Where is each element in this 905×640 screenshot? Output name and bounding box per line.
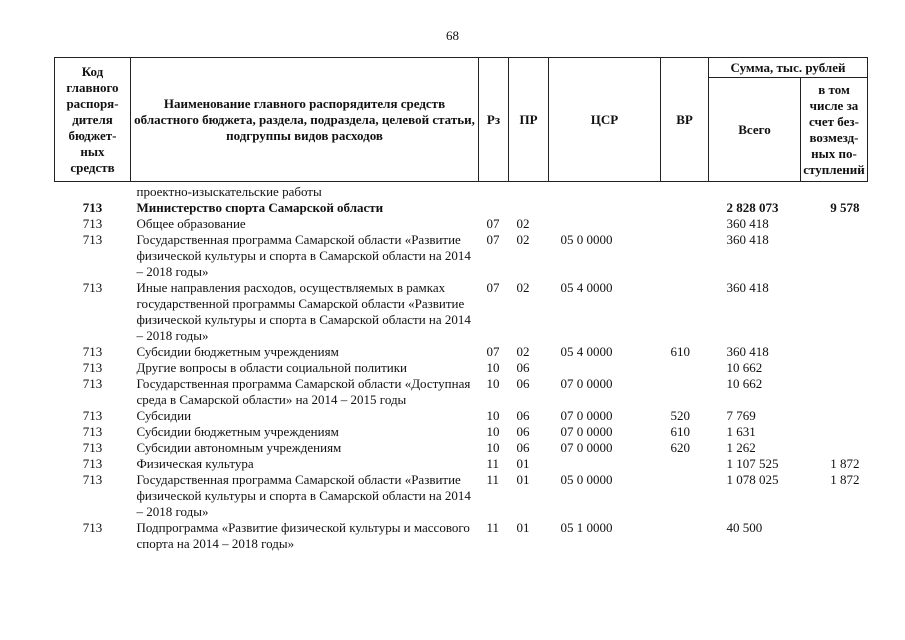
header-code: Код главного распоря-дителя бюджет-ных средств [55,58,131,182]
cell-pr: 02 [516,344,530,359]
cell-pr: 06 [516,408,530,423]
table-row [55,360,868,376]
cell-pr [509,200,549,216]
cell-pr: 02 [516,280,530,295]
cell-rz: 11 [486,472,500,487]
cell-vr [661,200,709,216]
table-row [55,182,868,201]
cell-pr: 06 [516,424,530,439]
cell-total: 40 500 [726,520,763,535]
cell-csr: 07 0 0000 [560,424,613,439]
cell-vr [661,472,709,520]
cell-name: Государственная программа Самарской области «Развитие физической культуры и спорта в Самарской области на 2014 – 2018 годы» [136,472,471,519]
cell-pr: 06 [516,376,530,391]
cell-total [709,182,801,201]
cell-vr [661,376,709,408]
cell-csr: 07 0 0000 [560,376,613,391]
header-vr: ВР [661,58,709,182]
cell-total: 1 107 525 [726,456,779,471]
cell-name: Государственная программа Самарской области «Доступная среда в Самарской области» на 2014 – 2015 годы [136,376,471,407]
cell-pr: 01 [516,520,530,535]
cell-free [801,216,868,232]
cell-free [801,344,868,360]
cell-free [801,232,868,280]
cell-total: 360 418 [726,216,769,231]
cell-csr: 05 4 0000 [560,280,613,295]
cell-free [801,182,868,201]
cell-code: 713 [82,216,103,231]
table-row [55,216,868,232]
cell-free: 1 872 [830,456,860,471]
cell-name: Субсидии [136,408,192,423]
cell-pr: 06 [516,360,530,375]
cell-vr: 610 [670,344,690,359]
cell-vr: 520 [670,408,690,423]
cell-total: 1 631 [726,424,756,439]
cell-name: Другие вопросы в области социальной политики [136,360,407,375]
cell-total: 10 662 [726,376,763,391]
table-row [55,408,868,424]
cell-free [801,424,868,440]
header-free: в том числе за счет без-возмезд-ных по-ступлений [801,78,868,182]
table-header [55,58,868,182]
cell-code: 713 [82,376,103,391]
cell-rz: 11 [486,456,500,471]
cell-rz: 10 [486,376,500,391]
cell-name: Подпрограмма «Развитие физической культуры и массового спорта на 2014 – 2018 годы» [136,520,470,551]
header-csr: ЦСР [549,58,661,182]
cell-name: Физическая культура [136,456,254,471]
cell-name: Субсидии автономным учреждениям [136,440,342,455]
cell-rz [479,182,509,201]
cell-pr: 06 [516,440,530,455]
table-row [55,440,868,456]
cell-vr [661,216,709,232]
header-pr: ПР [509,58,549,182]
cell-free [801,360,868,376]
cell-code: 713 [82,360,103,375]
cell-csr: 07 0 0000 [560,408,613,423]
table-body [55,182,868,553]
cell-csr [549,182,661,201]
cell-name: Иные направления расходов, осуществляемых в рамках государственной программы Самарской области «Развитие физической культуры и спорта в Самарской области на 2014 – 2018 годы» [136,280,471,343]
table-row [55,424,868,440]
cell-total: 2 828 073 [726,200,779,215]
cell-rz: 07 [486,344,500,359]
cell-total: 360 418 [726,280,769,295]
cell-vr: 610 [670,424,690,439]
cell-vr [661,182,709,201]
cell-total: 360 418 [726,344,769,359]
cell-pr: 01 [516,456,530,471]
cell-rz: 07 [486,232,500,247]
cell-vr: 620 [670,440,690,455]
cell-code: 713 [82,424,103,439]
table-row [55,376,868,408]
cell-pr [509,182,549,201]
table-row [55,232,868,280]
page-number: 68 [446,28,459,43]
cell-rz: 10 [486,360,500,375]
budget-table [54,57,868,552]
cell-name: Субсидии бюджетным учреждениям [136,424,339,439]
cell-code: 713 [82,520,103,535]
cell-csr: 07 0 0000 [560,440,613,455]
cell-code: 713 [82,408,103,423]
table-row [55,472,868,520]
cell-name: проектно-изыскательские работы [136,184,322,199]
cell-csr [549,200,661,216]
cell-code: 713 [82,472,103,487]
cell-total: 7 769 [726,408,756,423]
cell-csr: 05 0 0000 [560,472,613,487]
table-row [55,280,868,344]
table-row [55,456,868,472]
header-name: Наименование главного распорядителя средств областного бюджета, раздела, подраздела, целевой статьи, подгруппы видов расходов [131,58,479,182]
cell-vr [661,520,709,552]
cell-free [801,520,868,552]
cell-name: Государственная программа Самарской области «Развитие физической культуры и спорта в Самарской области на 2014 – 2018 годы» [136,232,471,279]
cell-code: 713 [82,344,103,359]
cell-code: 713 [82,232,103,247]
cell-rz: 07 [486,216,500,231]
cell-pr: 02 [516,232,530,247]
table-row [55,344,868,360]
cell-total: 360 418 [726,232,769,247]
cell-vr [661,360,709,376]
cell-rz: 11 [486,520,500,535]
header-sum: Сумма, тыс. рублей [709,58,868,78]
cell-vr [661,280,709,344]
cell-rz: 07 [486,280,500,295]
cell-csr: 05 4 0000 [560,344,613,359]
cell-free: 1 872 [830,472,860,487]
cell-csr [549,216,661,232]
cell-free [801,408,868,424]
cell-rz: 10 [486,408,500,423]
cell-code: 713 [82,200,103,215]
cell-free [801,440,868,456]
cell-free [801,280,868,344]
cell-pr: 01 [516,472,530,487]
cell-vr [661,232,709,280]
cell-csr [549,360,661,376]
cell-csr: 05 0 0000 [560,232,613,247]
cell-free: 9 578 [830,200,860,215]
cell-total: 10 662 [726,360,763,375]
table-row [55,200,868,216]
cell-total: 1 078 025 [726,472,779,487]
cell-csr: 05 1 0000 [560,520,613,535]
cell-rz: 10 [486,424,500,439]
cell-code: 713 [82,456,103,471]
cell-name: Субсидии бюджетным учреждениям [136,344,339,359]
cell-name: Министерство спорта Самарской области [136,200,384,215]
cell-free [801,376,868,408]
cell-rz: 10 [486,440,500,455]
cell-vr [661,456,709,472]
cell-name: Общее образование [136,216,246,231]
cell-code [55,182,131,201]
table-row [55,520,868,552]
cell-total: 1 262 [726,440,756,455]
cell-csr [549,456,661,472]
cell-code: 713 [82,440,103,455]
header-total: Всего [709,78,801,182]
cell-pr: 02 [516,216,530,231]
cell-rz [479,200,509,216]
header-rz: Рз [479,58,509,182]
cell-code: 713 [82,280,103,295]
